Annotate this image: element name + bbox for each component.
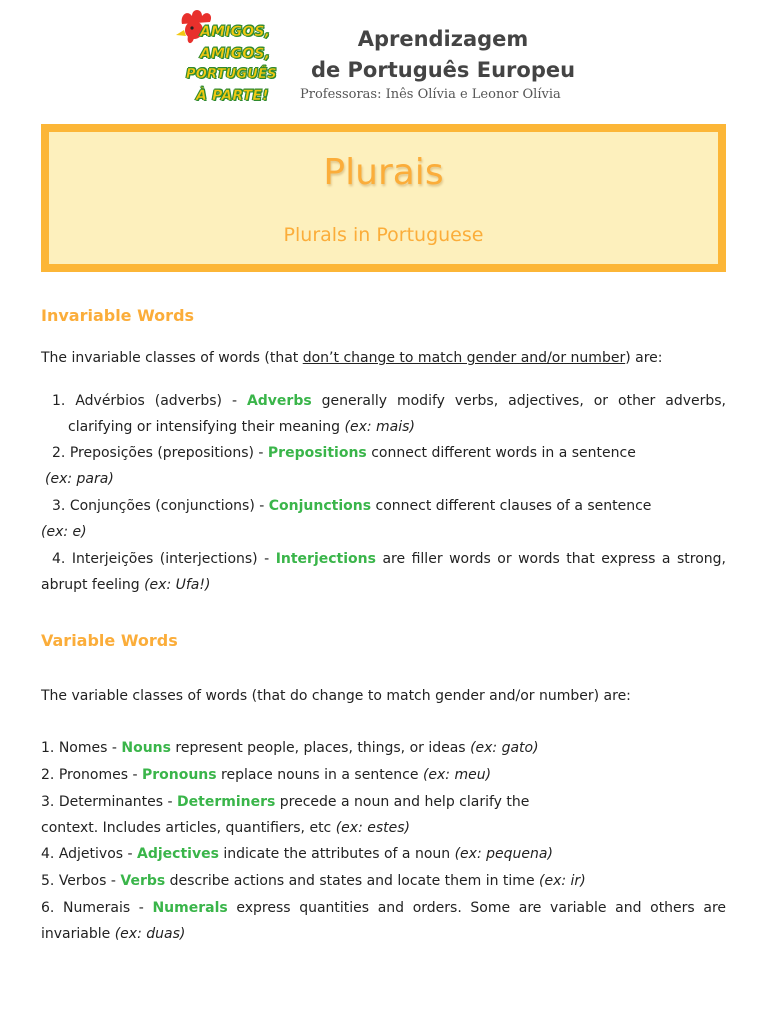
teachers-line: Professoras: Inês Olívia e Leonor Olívia bbox=[300, 87, 561, 102]
item-description: clarifying or intensifying their meaning bbox=[68, 419, 345, 435]
list-item bbox=[52, 440, 726, 466]
item-keyword: Numerals bbox=[152, 900, 228, 916]
item-number: 3. bbox=[41, 794, 55, 810]
item-keyword: Verbs bbox=[120, 873, 166, 889]
item-number: 2. bbox=[41, 767, 55, 783]
item-description: indicate the attributes of a noun bbox=[218, 846, 455, 862]
logo-text-line-3: PORTUGUÊS bbox=[186, 67, 277, 82]
item-term: Verbos - bbox=[58, 873, 121, 889]
item-term: Determinantes - bbox=[58, 794, 178, 810]
page-title: Plurais bbox=[323, 152, 444, 193]
list-item bbox=[52, 493, 726, 519]
list-item bbox=[41, 735, 726, 761]
item-term: Pronomes - bbox=[58, 767, 142, 783]
item-example: (ex: ir) bbox=[539, 873, 586, 889]
header-title-line-2: de Português Europeu bbox=[310, 58, 576, 82]
item-number: 2. bbox=[52, 445, 66, 461]
logo-text-line-4: À PARTE! bbox=[196, 88, 269, 104]
list-item bbox=[52, 546, 726, 572]
item-term: Advérbios (adverbs) - bbox=[75, 393, 247, 409]
item-term: Conjunções (conjunctions) - bbox=[69, 498, 269, 514]
item-keyword: Prepositions bbox=[267, 445, 367, 461]
list-item bbox=[41, 868, 726, 894]
list-item-continuation bbox=[41, 815, 726, 841]
item-keyword: Interjections bbox=[275, 551, 376, 567]
item-example: (ex: duas) bbox=[114, 926, 186, 942]
page-subtitle: Plurals in Portuguese bbox=[283, 224, 484, 246]
list-item bbox=[41, 762, 726, 788]
intro-underlined: don’t change to match gender and/or number bbox=[302, 350, 626, 366]
item-keyword: Adjectives bbox=[137, 846, 219, 862]
item-description: precede a noun and help clarify the bbox=[275, 794, 530, 810]
list-item-continuation bbox=[41, 921, 726, 947]
invariable-intro bbox=[41, 345, 741, 371]
item-example: (ex: e) bbox=[41, 524, 87, 540]
item-number: 4. bbox=[41, 846, 55, 862]
item-description: context. Includes articles, quantifiers, etc bbox=[41, 820, 336, 836]
item-number: 1. bbox=[52, 393, 66, 409]
item-example: (ex: meu) bbox=[422, 767, 492, 783]
intro-text-end: ) are: bbox=[625, 350, 663, 366]
item-term: Preposições (prepositions) - bbox=[69, 445, 268, 461]
item-keyword: Nouns bbox=[121, 740, 171, 756]
variable-heading: Variable Words bbox=[41, 631, 178, 650]
logo-text-line-1: AMIGOS, bbox=[200, 24, 271, 40]
item-description: represent people, places, things, or ideas bbox=[170, 740, 471, 756]
list-item bbox=[41, 841, 726, 867]
variable-intro: The variable classes of words (that do change to match gender and/or number) are: bbox=[41, 688, 631, 704]
intro-text: The invariable classes of words (that bbox=[41, 350, 303, 366]
item-description: generally modify verbs, adjectives, or other adverbs, bbox=[311, 393, 727, 409]
item-description: connect different clauses of a sentence bbox=[371, 498, 652, 514]
item-number: 5. bbox=[41, 873, 55, 889]
item-term: Interjeições (interjections) - bbox=[71, 551, 276, 567]
invariable-heading: Invariable Words bbox=[41, 306, 195, 325]
item-description: describe actions and states and locate them in time bbox=[165, 873, 540, 889]
list-item bbox=[41, 789, 726, 815]
item-description: invariable bbox=[41, 926, 115, 942]
item-description: replace nouns in a sentence bbox=[216, 767, 423, 783]
list-item-continuation bbox=[68, 414, 726, 440]
item-number: 6. bbox=[41, 900, 55, 916]
item-description: connect different words in a sentence bbox=[366, 445, 636, 461]
header-title-line-1: Aprendizagem bbox=[357, 27, 529, 51]
item-term: Adjetivos - bbox=[58, 846, 138, 862]
item-description: are filler words or words that express a strong, bbox=[375, 551, 726, 567]
item-number: 3. bbox=[52, 498, 66, 514]
item-description: abrupt feeling bbox=[41, 577, 145, 593]
item-example: (ex: mais) bbox=[344, 419, 415, 435]
item-example: (ex: gato) bbox=[470, 740, 539, 756]
item-example: (ex: estes) bbox=[335, 820, 411, 836]
list-item bbox=[52, 388, 726, 414]
list-item bbox=[41, 895, 726, 921]
item-number: 1. bbox=[41, 740, 55, 756]
item-term: Nomes - bbox=[58, 740, 122, 756]
item-keyword: Conjunctions bbox=[268, 498, 372, 514]
item-description: express quantities and orders. Some are variable and others are bbox=[227, 900, 727, 916]
logo bbox=[176, 4, 286, 108]
header-title bbox=[300, 24, 586, 86]
logo-text-line-2: AMIGOS, bbox=[200, 46, 271, 62]
item-example: (ex: pequena) bbox=[454, 846, 553, 862]
list-item-continuation bbox=[41, 572, 726, 598]
item-term: Numerais - bbox=[63, 900, 153, 916]
item-keyword: Adverbs bbox=[246, 393, 312, 409]
item-keyword: Pronouns bbox=[141, 767, 217, 783]
item-keyword: Determiners bbox=[177, 794, 276, 810]
title-box bbox=[41, 124, 726, 272]
item-example: (ex: para) bbox=[45, 471, 114, 487]
item-number: 4. bbox=[52, 551, 66, 567]
item-example: (ex: Ufa!) bbox=[144, 577, 211, 593]
